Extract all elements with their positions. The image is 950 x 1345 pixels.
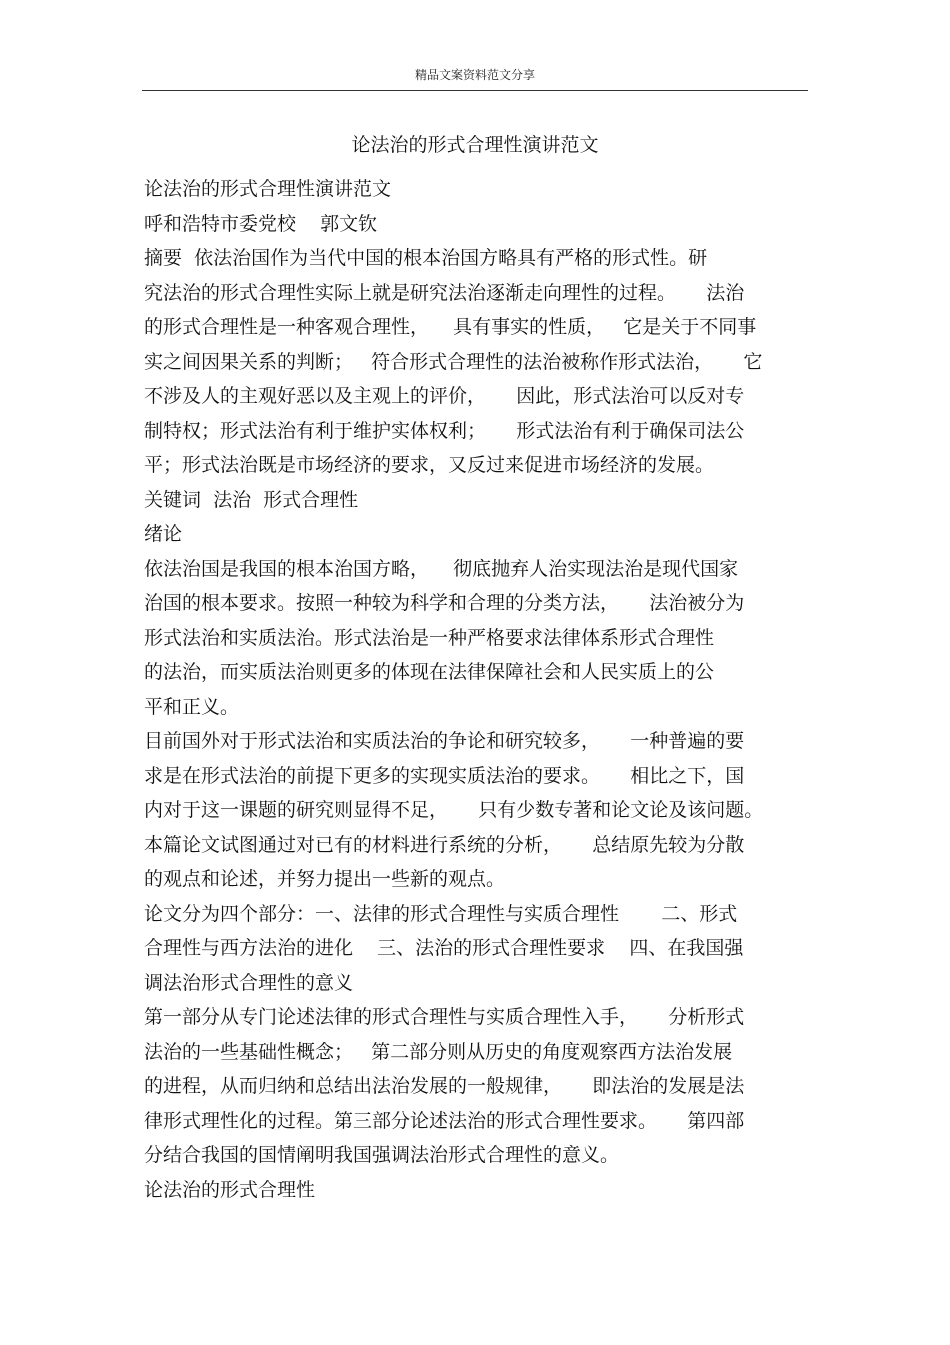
body-line: 合理性与西方法治的进化 三、法治的形式合理性要求 四、在我国强 — [144, 937, 744, 959]
document-title: 论法治的形式合理性演讲范文 — [351, 134, 599, 156]
body-line: 内对于这一课题的研究则显得不足， 只有少数专著和论文论及该问题。 — [144, 799, 764, 821]
body-line: 律形式理性化的过程。第三部分论述法治的形式合理性要求。 第四部 — [144, 1109, 745, 1132]
body-line: 的形式合理性是一种客观合理性， 具有事实的性质， 它是关于不同事 — [144, 316, 757, 338]
body-line: 论文分为四个部分：一、法律的形式合理性与实质合理性 二、形式 — [144, 902, 738, 925]
page-header: 精品文案资料范文分享 — [414, 68, 535, 82]
body-line: 摘要 依法治国作为当代中国的根本治国方略具有严格的形式性。研 — [144, 247, 708, 269]
body-line: 本篇论文试图通过对已有的材料进行系统的分析， 总结原先较为分散 — [144, 833, 745, 856]
header-rule — [142, 90, 808, 91]
body-line: 论法治的形式合理性演讲范文 — [144, 178, 392, 200]
body-line: 不涉及人的主观好恶以及主观上的评价， 因此，形式法治可以反对专 — [144, 385, 745, 407]
body-line: 的观点和论述，并努力提出一些新的观点。 — [144, 868, 506, 890]
body-line: 的进程，从而归纳和总结出法治发展的一般规律， 即法治的发展是法 — [144, 1075, 745, 1097]
body-line: 治国的根本要求。按照一种较为科学和合理的分类方法， 法治被分为 — [144, 592, 745, 614]
body-line: 制特权；形式法治有利于维护实体权利； 形式法治有利于确保司法公 — [144, 419, 745, 442]
body-line: 法治的一些基础性概念； 第二部分则从历史的角度观察西方法治发展 — [144, 1040, 733, 1063]
document-body — [144, 172, 808, 1207]
body-line: 的法治，而实质法治则更多的体现在法律保障社会和人民实质上的公 — [144, 661, 715, 683]
body-line: 实之间因果关系的判断； 符合形式合理性的法治被称作形式法治， 它 — [144, 350, 763, 373]
body-line: 绪论 — [144, 523, 183, 545]
body-line: 论法治的形式合理性 — [144, 1178, 316, 1201]
body-line: 第一部分从专门论述法律的形式合理性与实质合理性入手， 分析形式 — [144, 1006, 745, 1028]
body-line: 求是在形式法治的前提下更多的实现实质法治的要求。 相比之下，国 — [144, 764, 745, 787]
body-line: 平；形式法治既是市场经济的要求，又反过来促进市场经济的发展。 — [144, 454, 715, 476]
body-line: 平和正义。 — [144, 695, 240, 718]
body-line: 呼和浩特市委党校 郭文钦 — [144, 212, 378, 235]
body-line: 目前国外对于形式法治和实质法治的争论和研究较多， 一种普遍的要 — [144, 730, 745, 752]
body-line: 调法治形式合理性的意义 — [144, 971, 354, 994]
body-line: 究法治的形式合理性实际上就是研究法治逐渐走向理性的过程。 法治 — [144, 281, 745, 304]
body-line: 关键词 法治 形式合理性 — [144, 488, 359, 511]
body-line: 形式法治和实质法治。形式法治是一种严格要求法律体系形式合理性 — [144, 626, 715, 649]
body-line: 依法治国是我国的根本治国方略， 彻底抛弃人治实现法治是现代国家 — [144, 557, 739, 580]
body-line: 分结合我国的国情阐明我国强调法治形式合理性的意义。 — [144, 1144, 620, 1166]
